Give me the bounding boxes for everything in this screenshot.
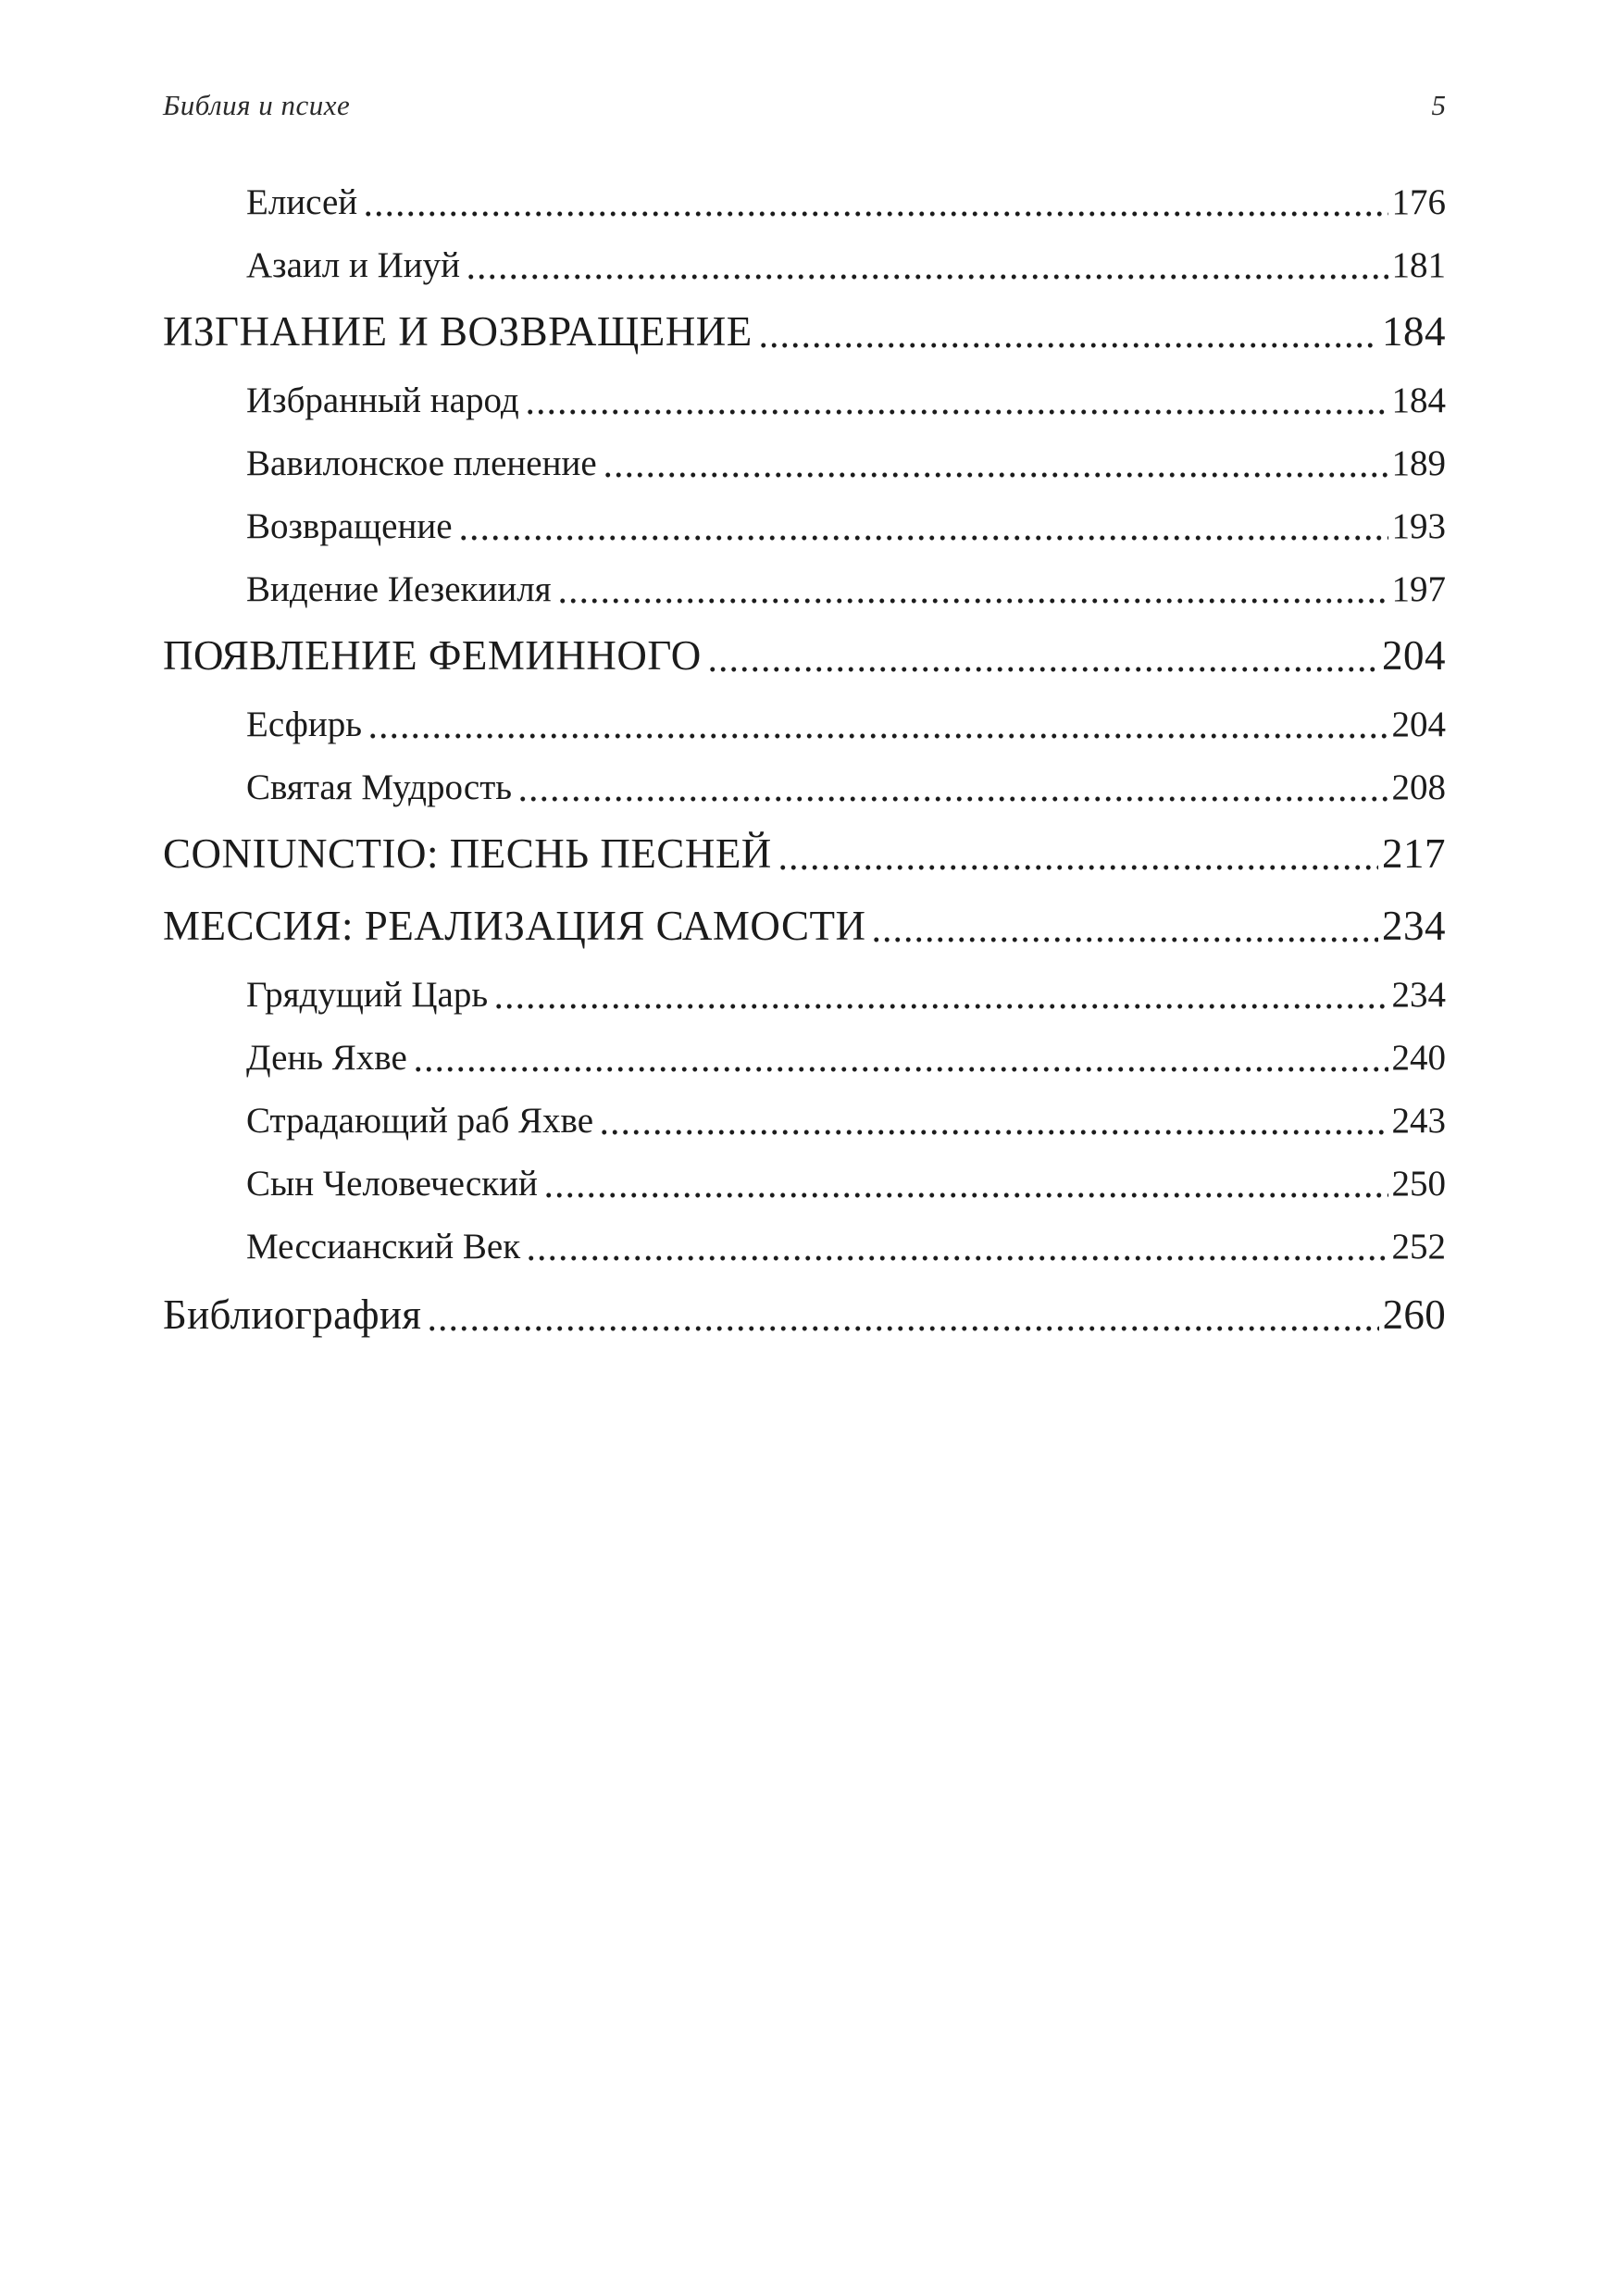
toc-entry [163,767,1446,809]
toc-entry-page: 234 [1391,975,1446,1015]
toc-entry [163,1291,1446,1339]
toc-entry-page: 217 [1382,830,1446,877]
dot-leader [599,1100,1388,1142]
toc-entry-page: 243 [1391,1101,1446,1141]
toc-entry-label: CONIUNCTIO: ПЕСНЬ ПЕСНЕЙ [163,830,772,877]
toc-entry-page: 189 [1391,443,1446,483]
toc-entry [163,1100,1446,1142]
toc-entry-label: Избранный народ [246,381,519,420]
table-of-contents [163,181,1446,1339]
toc-entry [163,505,1446,548]
toc-entry-page: 240 [1391,1038,1446,1078]
toc-entry-label: Святая Мудрость [246,767,513,807]
toc-entry-page: 176 [1391,182,1446,222]
toc-entry [163,830,1446,878]
dot-leader [493,974,1388,1017]
toc-entry [163,704,1446,746]
toc-entry-label: Есфирь [246,705,363,744]
toc-entry-page: 184 [1391,381,1446,420]
toc-entry-page: 260 [1382,1292,1446,1338]
toc-entry-label: Библиография [163,1292,422,1338]
toc-entry [163,1163,1446,1205]
dot-leader [367,704,1388,746]
toc-entry-page: 250 [1391,1164,1446,1204]
toc-entry [163,631,1446,680]
toc-entry-label: Вавилонское пленение [246,443,597,483]
dot-leader [458,505,1388,548]
toc-entry-label: Мессианский Век [246,1227,521,1267]
dot-leader [517,767,1388,809]
toc-entry [163,974,1446,1017]
toc-entry [163,1226,1446,1268]
toc-entry-page: 184 [1382,308,1446,355]
toc-entry-page: 197 [1391,569,1446,609]
toc-entry-page: 193 [1391,506,1446,546]
dot-leader [413,1037,1388,1079]
dot-leader [707,631,1378,680]
toc-entry-label: ИЗГНАНИЕ И ВОЗВРАЩЕНИЕ [163,308,753,355]
toc-entry-page: 204 [1382,632,1446,679]
toc-entry [163,380,1446,422]
toc-entry [163,568,1446,611]
toc-entry-label: Сын Человеческий [246,1164,538,1204]
dot-leader [871,902,1378,950]
toc-entry-page: 252 [1391,1227,1446,1267]
toc-entry-page: 181 [1391,245,1446,285]
toc-entry-label: Азаил и Ииуй [246,245,460,285]
dot-leader [525,380,1388,422]
running-header [163,89,1446,122]
toc-entry-label: День Яхве [246,1038,407,1078]
toc-entry-label: Елисей [246,182,358,222]
page-number: 5 [1431,89,1446,121]
toc-entry [163,902,1446,950]
toc-entry-label: МЕССИЯ: РЕАЛИЗАЦИЯ САМОСТИ [163,903,866,949]
dot-leader [427,1291,1378,1339]
dot-leader [758,307,1378,356]
toc-entry [163,1037,1446,1079]
dot-leader [543,1163,1388,1205]
toc-entry [163,181,1446,224]
dot-leader [466,244,1388,287]
dot-leader [526,1226,1388,1268]
toc-entry-label: ПОЯВЛЕНИЕ ФЕМИННОГО [163,632,702,679]
toc-entry [163,443,1446,485]
running-head-book-title: Библия и психе [163,89,351,121]
toc-entry-label: Видение Иезекииля [246,569,552,609]
dot-leader [557,568,1388,611]
dot-leader [778,830,1378,878]
toc-entry-label: Страдающий раб Яхве [246,1101,594,1141]
toc-entry-page: 204 [1391,705,1446,744]
dot-leader [603,443,1388,485]
toc-entry-label: Возвращение [246,506,453,546]
toc-entry-page: 234 [1382,903,1446,949]
toc-entry [163,307,1446,356]
toc-entry-label: Грядущий Царь [246,975,489,1015]
toc-entry-page: 208 [1391,767,1446,807]
toc-entry [163,244,1446,287]
dot-leader [363,181,1388,224]
